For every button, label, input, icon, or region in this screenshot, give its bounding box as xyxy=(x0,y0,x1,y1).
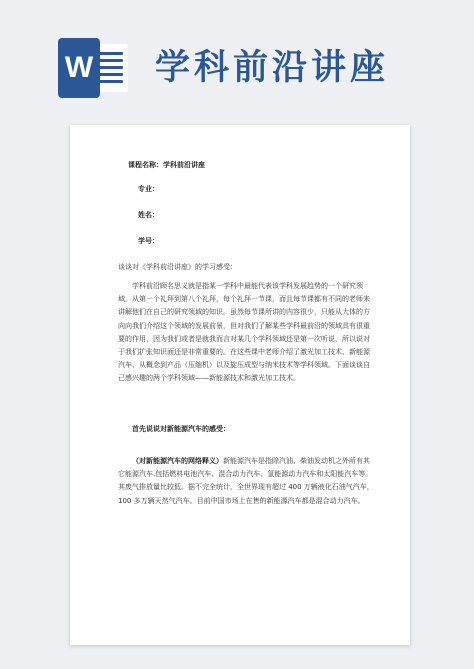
document-page xyxy=(70,125,410,645)
paragraph-1: 学科前沿顾名思义就是指某一学科中最能代表该学科发展趋势的一个研究领域。从第一个礼拜到第八个礼拜，每个礼拜一节课，而且每节课都有不同的老师来讲解他们在自己的研究领域的知识。虽然每节课所讲的内容很少，只能从大体的方向向我们介绍这个领域的发展前景，但对我们了解某些学科最前沿的领域具有很重要的作用，因为我们或者是就我而言对某几个学科领域还是第一次听说，所以说对于我们扩张知识面还是非常重要的。在这些课中老师介绍了激光加工技术、新能源汽车、从概念到产品（压缩机）以及旋压成型与纳米技术等学科领域。下面谈谈自己感兴趣的两个学科领域——新能源技术和激光加工技术。 xyxy=(118,282,370,383)
definition-text: 新能源汽车是指除汽油、柴油发动机之外所有其它能源汽车.包括燃料电池汽车、混合动力汽车、氢能源动力汽车和太阳能汽车等。其废气排放量比较低。据不完全统计，全世界现有超过 400 万辆液化石油气汽车，100 多万辆天然气汽车。目前中国市场上在售的新能源汽车都是混合动力汽车。 xyxy=(118,457,374,505)
course-name: 学科前沿讲座 xyxy=(163,161,205,169)
word-icon xyxy=(58,38,130,98)
major-label: 专业： xyxy=(138,185,159,193)
name-label: 姓名： xyxy=(138,211,159,219)
course-label: 课程名称： xyxy=(128,161,163,169)
word-badge: W xyxy=(58,38,100,98)
header-banner xyxy=(0,0,474,115)
banner-title: 学科前沿讲座 xyxy=(155,48,390,88)
paragraph-2 xyxy=(118,455,374,508)
section-heading: 首先说说对新能源汽车的感受： xyxy=(132,425,230,433)
definition-term: （对新能源汽车的网络释义） xyxy=(132,457,223,465)
course-field xyxy=(128,159,205,172)
intro-line: 谈谈对《学科前沿讲座》的学习感受： xyxy=(118,263,237,271)
student-id-label: 学号： xyxy=(138,237,159,245)
